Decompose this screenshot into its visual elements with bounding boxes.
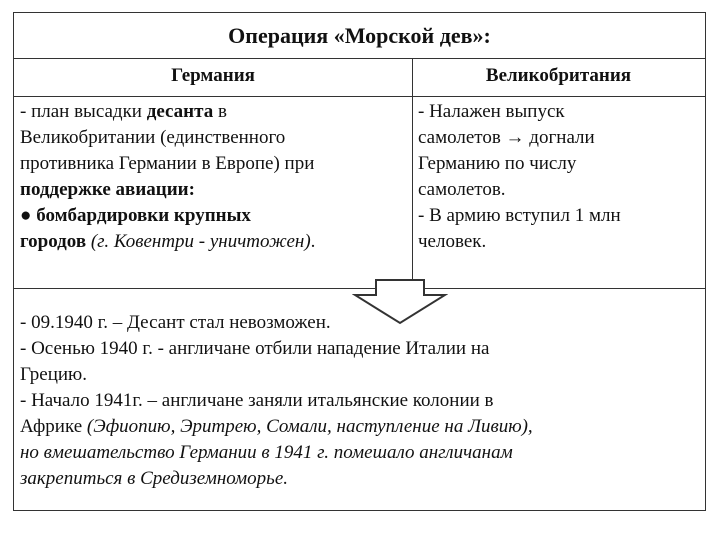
- germany-line-6: городов (г. Ковентри - уничтожен).: [20, 231, 316, 252]
- outcome-cell: [20, 310, 700, 492]
- britain-line-2: самолетов → догнали: [418, 127, 595, 148]
- britain-line-1: - Налажен выпуск: [418, 101, 565, 122]
- header-germany: Германия: [171, 65, 255, 86]
- outcome-line-2: - Осенью 1940 г. - англичане отбили нападение Италии на: [20, 338, 490, 359]
- germany-line-5: ● бомбардировки крупных: [20, 205, 251, 226]
- outcome-line-4: - Начало 1941г. – англичане заняли итальянские колонии в: [20, 390, 494, 411]
- outcome-line-6: но вмешательство Германии в 1941 г. помешало англичанам: [20, 442, 513, 463]
- header-row: [14, 59, 705, 97]
- germany-line-3: противника Германии в Европе) при: [20, 153, 315, 174]
- outcome-line-5: Африке (Эфиопию, Эритрею, Сомали, наступление на Ливию),: [20, 416, 533, 437]
- table-frame: [13, 12, 706, 511]
- column-divider: [412, 59, 413, 288]
- britain-line-5: - В армию вступил 1 млн: [418, 205, 621, 226]
- down-arrow-icon: [352, 279, 448, 325]
- outcome-line-3: Грецию.: [20, 364, 88, 385]
- germany-cell: [20, 99, 410, 255]
- britain-cell: [418, 99, 703, 255]
- germany-line-2: Великобритании (единственного: [20, 127, 286, 148]
- germany-line-4: поддержке авиации:: [20, 179, 195, 200]
- britain-line-4: самолетов.: [418, 179, 506, 200]
- header-britain: Великобритания: [485, 65, 632, 86]
- outcome-line-7: закрепиться в Средиземноморье.: [20, 468, 289, 489]
- outcome-line-1: - 09.1940 г. – Десант стал невозможен.: [20, 312, 331, 333]
- britain-line-3: Германию по числу: [418, 153, 577, 174]
- germany-line-1: - план высадки десанта в: [20, 101, 227, 122]
- britain-line-6: человек.: [418, 231, 487, 252]
- table-title: Операция «Морской дев»:: [14, 13, 705, 59]
